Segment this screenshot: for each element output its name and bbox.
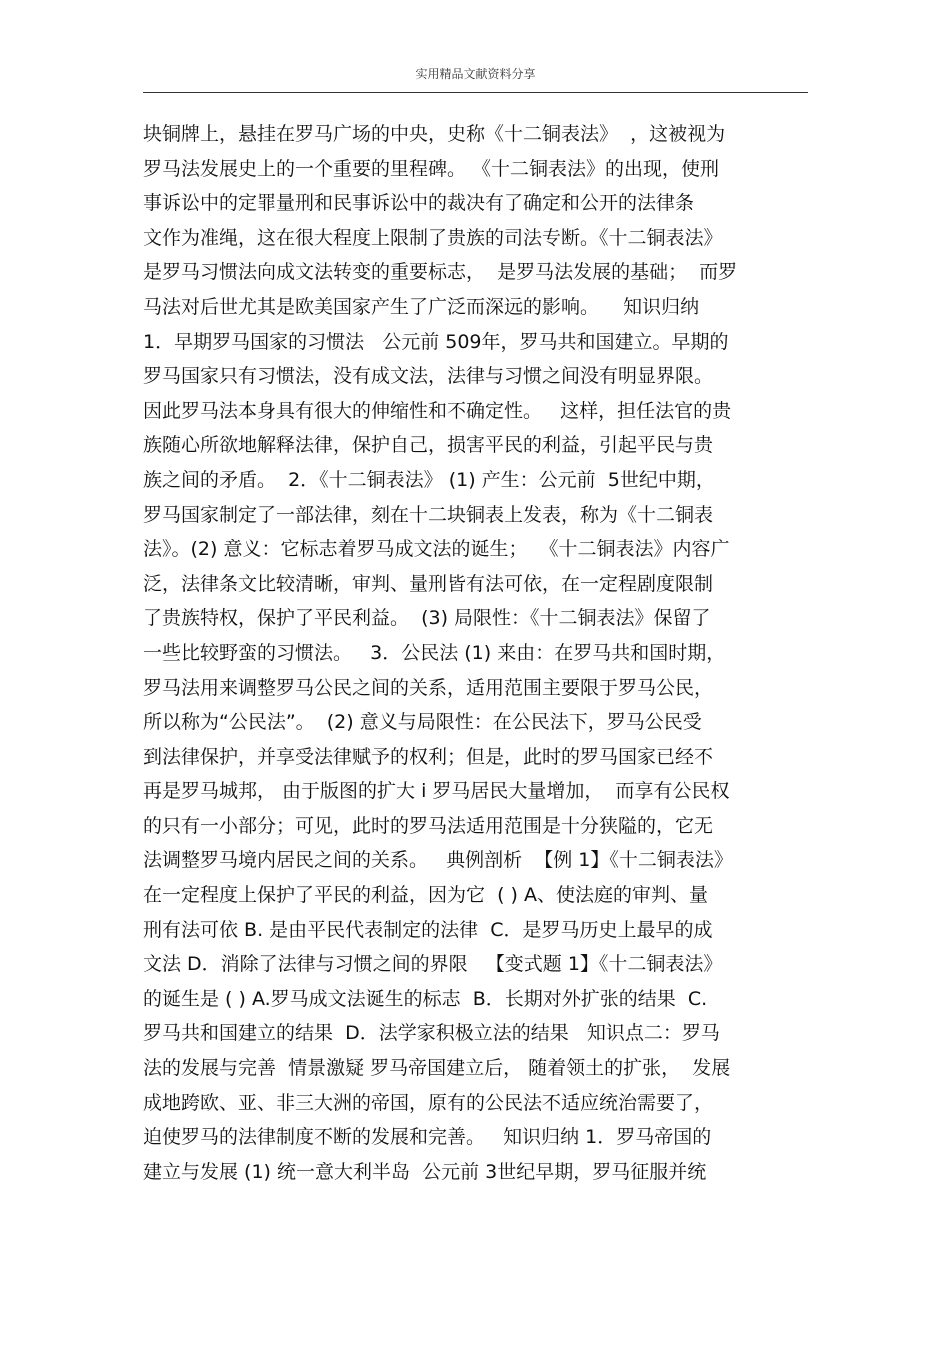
text-line: 一些比较野蛮的习惯法。 3．公民法 (1) 来由：在罗马共和国时期， [143, 641, 726, 664]
text-line: 因此罗马法本身具有很大的伸缩性和不确定性。 这样，担任法官的贵 [143, 399, 732, 422]
text-line: 在一定程度上保护了平民的利益，因为它 ( ) A、使法庭的审判、量 [143, 884, 708, 907]
text-line: 泛，法律条文比较清晰，审判、量刑皆有法可依，在一定程剧度限制 [143, 572, 714, 595]
text-line: 迫使罗马的法律制度不断的发展和完善。 知识归纳 1．罗马帝国的 [143, 1126, 712, 1149]
text-line: 刑有法可依 B. 是由平民代表制定的法律 C．是罗马历史上最早的成 [143, 918, 713, 941]
text-line: 事诉讼中的定罪量刑和民事诉讼中的裁决有了确定和公开的法律条 [143, 192, 695, 215]
text-line: 法调整罗马境内居民之间的关系。 典例剖析 【例 1】《十二铜表法》 [143, 849, 733, 872]
text-line: 罗马法发展史上的一个重要的里程碑。 《十二铜表法》的出现，使刑 [143, 157, 720, 180]
text-line: 是罗马习惯法向成文法转变的重要标志， 是罗马法发展的基础； 而罗 [143, 261, 738, 284]
body-text [143, 117, 808, 1189]
header-title: 实用精品文献资料分享 [415, 67, 536, 81]
text-line: 族之间的矛盾。 2．《十二铜表法》 (1) 产生：公元前 5世纪中期， [143, 468, 715, 491]
text-line: 到法律保护，并享受法律赋予的权利；但是，此时的罗马国家已经不 [143, 745, 714, 768]
text-line: 再是罗马城邦， 由于版图的扩大 i 罗马居民大量增加， 而享有公民权 [143, 780, 730, 803]
text-line: 1．早期罗马国家的习惯法 公元前 509年，罗马共和国建立。早期的 [143, 330, 729, 353]
text-line: 的诞生是 ( ) A.罗马成文法诞生的标志 B．长期对外扩张的结果 C. [143, 987, 708, 1010]
text-line: 成地跨欧、亚、非三大洲的帝国，原有的公民法不适应统治需要了， [143, 1091, 714, 1114]
text-line: 了贵族特权，保护了平民利益。 (3) 局限性：《十二铜表法》保留了 [143, 607, 711, 630]
text-line: 块铜牌上，悬挂在罗马广场的中央，史称《十二铜表法》 ，这被视为 [143, 123, 726, 145]
text-line: 罗马共和国建立的结果 D．法学家积极立法的结果 知识点二：罗马 [143, 1022, 720, 1045]
text-line: 马法对后世尤其是欧美国家产生了广泛而深远的影响。 知识归纳 [143, 295, 700, 318]
text-line: 文作为准绳，这在很大程度上限制了贵族的司法专断。《十二铜表法》 [143, 226, 723, 249]
text-line: 所以称为“公民法”。 (2) 意义与局限性：在公民法下，罗马公民受 [143, 711, 702, 734]
text-line: 罗马法用来调整罗马公民之间的关系，适用范围主要限于罗马公民， [143, 676, 714, 699]
text-line: 的只有一小部分；可见，此时的罗马法适用范围是十分狭隘的，它无 [143, 814, 714, 837]
text-line: 族随心所欲地解释法律，保护自己，损害平民的利益，引起平民与贵 [143, 434, 714, 457]
text-line: 罗马国家制定了一部法律，刻在十二块铜表上发表，称为《十二铜表 [143, 503, 714, 526]
text-line: 法的发展与完善 情景激疑 罗马帝国建立后， 随着领土的扩张， 发展 [143, 1057, 731, 1080]
text-line: 建立与发展 (1) 统一意大利半岛 公元前 3世纪早期，罗马征服并统 [143, 1160, 707, 1183]
page-header [143, 62, 808, 93]
text-line: 文法 D．消除了法律与习惯之间的界限 【变式题 1】《十二铜表法》 [143, 953, 723, 976]
text-line: 罗马国家只有习惯法，没有成文法，法律与习惯之间没有明显界限。 [143, 365, 714, 388]
text-line: 法》。(2) 意义：它标志着罗马成文法的诞生； 《十二铜表法》内容广 [143, 538, 730, 561]
